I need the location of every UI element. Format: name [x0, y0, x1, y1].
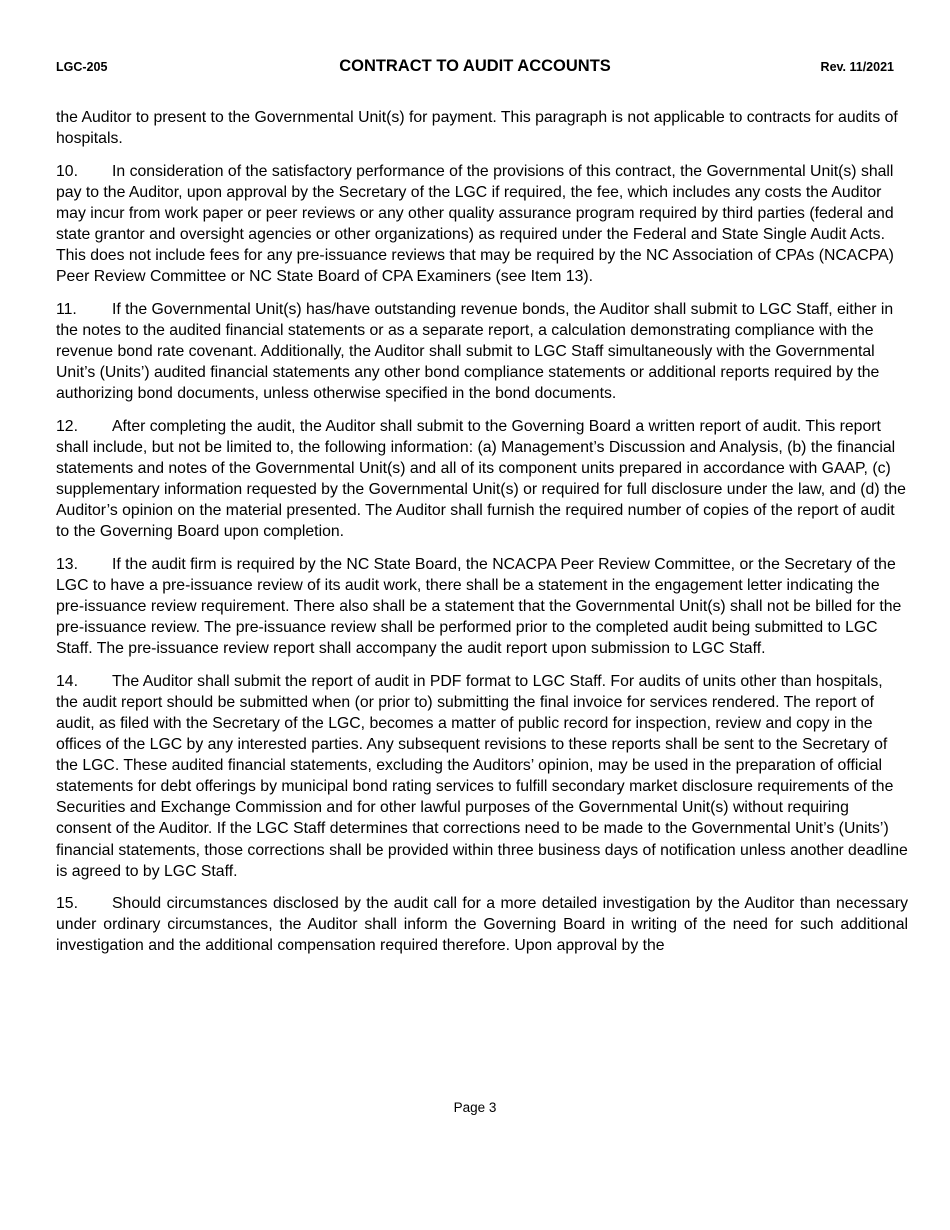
paragraph-number: 14. — [56, 672, 78, 690]
paragraph-number: 13. — [56, 555, 78, 573]
paragraph-text: Should circumstances disclosed by the audit call for a more detailed investigation by the Auditor than necessary under ordinary circumstances, the Auditor shall inform the Governing Board in writing of the need for such additional investigation and the additional compensation required therefore. Upon approval by the — [56, 895, 908, 955]
paragraph-text: In consideration of the satisfactory performance of the provisions of this contract, the Governmental Unit(s) shall pay to the Auditor, upon approval by the Secretary of the LGC if required, the fee, which includes any costs the Auditor may incur from work paper or peer reviews or any other quality assurance program required by third parties (federal and state grantor and oversight agencies or other organizations) as required under the Federal and State Single Audit Acts. This does not include fees for any pre-issuance reviews that may be required by the NC Association of CPAs (NCACPA) Peer Review Committee or NC State Board of CPA Examiners (see Item 13). — [56, 162, 894, 286]
paragraph-number: 15. — [56, 895, 78, 913]
paragraph-number: 11. — [56, 300, 77, 318]
page-header — [56, 57, 894, 77]
document-title: CONTRACT TO AUDIT ACCOUNTS — [339, 57, 611, 75]
paragraph-number: 12. — [56, 417, 78, 435]
paragraph-15 — [56, 893, 908, 956]
paragraph-text: If the Governmental Unit(s) has/have outstanding revenue bonds, the Auditor shall submit to LGC Staff, either in the notes to the audited financial statements or as a separate report, a calculation demonstrating compliance with the revenue bond rate covenant. Additionally, the Auditor shall submit to LGC Staff simultaneously with the Governmental Unit’s (Units’) audited financial statements any other bond compliance statements or additional reports required by the authorizing bond documents, unless otherwise specified in the bond documents. — [56, 300, 894, 403]
paragraph-continuation — [56, 107, 908, 149]
paragraph-12 — [56, 416, 908, 543]
paragraph-13 — [56, 554, 908, 659]
paragraph-text: The Auditor shall submit the report of audit in PDF format to LGC Staff. For audits of units other than hospitals, the audit report should be submitted when (or prior to) submitting the final invoice for services rendered. The report of audit, as filed with the Secretary of the LGC, becomes a matter of public record for inspection, review and copy in the offices of the LGC by any interested parties. Any subsequent revisions to these reports shall be sent to the Secretary of the LGC. These audited financial statements, excluding the Auditors’ opinion, may be used in the preparation of official statements for debt offerings by municipal bond rating services to fulfill secondary market disclosure requirements of the Securities and Exchange Commission and for other lawful purposes of the Governmental Unit(s) without requiring consent of the Auditor. If the LGC Staff determines that corrections need to be made to the Governmental Unit’s (Units’) financial statements, those corrections shall be provided within three business days of notification unless another deadline is agreed to by LGC Staff. — [56, 672, 908, 880]
revision-date: Rev. 11/2021 — [820, 60, 894, 74]
form-id: LGC-205 — [56, 60, 108, 74]
paragraph-10 — [56, 161, 908, 288]
contract-body — [56, 107, 908, 968]
paragraph-text: After completing the audit, the Auditor shall submit to the Governing Board a written report of audit. This report shall include, but not be limited to, the following information: (a) Management’s Discussion and Analysis, (b) the financial statements and notes of the Governmental Unit(s) and all of its component units prepared in accordance with GAAP, (c) supplementary information requested by the Governmental Unit(s) or required for full disclosure under the law, and (d) the Auditor’s opinion on the material presented. The Auditor shall furnish the required number of copies of the report of audit to the Governing Board upon completion. — [56, 417, 906, 541]
paragraph-11 — [56, 299, 908, 404]
page-number: Page 3 — [453, 1100, 497, 1115]
paragraph-text: If the audit firm is required by the NC State Board, the NCACPA Peer Review Committee, or the Secretary of the LGC to have a pre-issuance review of its audit work, there shall be a statement in the engagement letter indicating the pre-issuance review requirement. There also shall be a statement that the Governmental Unit(s) shall not be billed for the pre-issuance review. The pre-issuance review shall be performed prior to the completed audit being submitted to LGC Staff. The pre-issuance review report shall accompany the audit report upon submission to LGC Staff. — [56, 555, 902, 658]
paragraph-text: the Auditor to present to the Governmental Unit(s) for payment. This paragraph is not applicable to contracts for audits of hospitals. — [56, 109, 898, 148]
paragraph-number: 10. — [56, 162, 78, 180]
paragraph-14 — [56, 671, 908, 882]
